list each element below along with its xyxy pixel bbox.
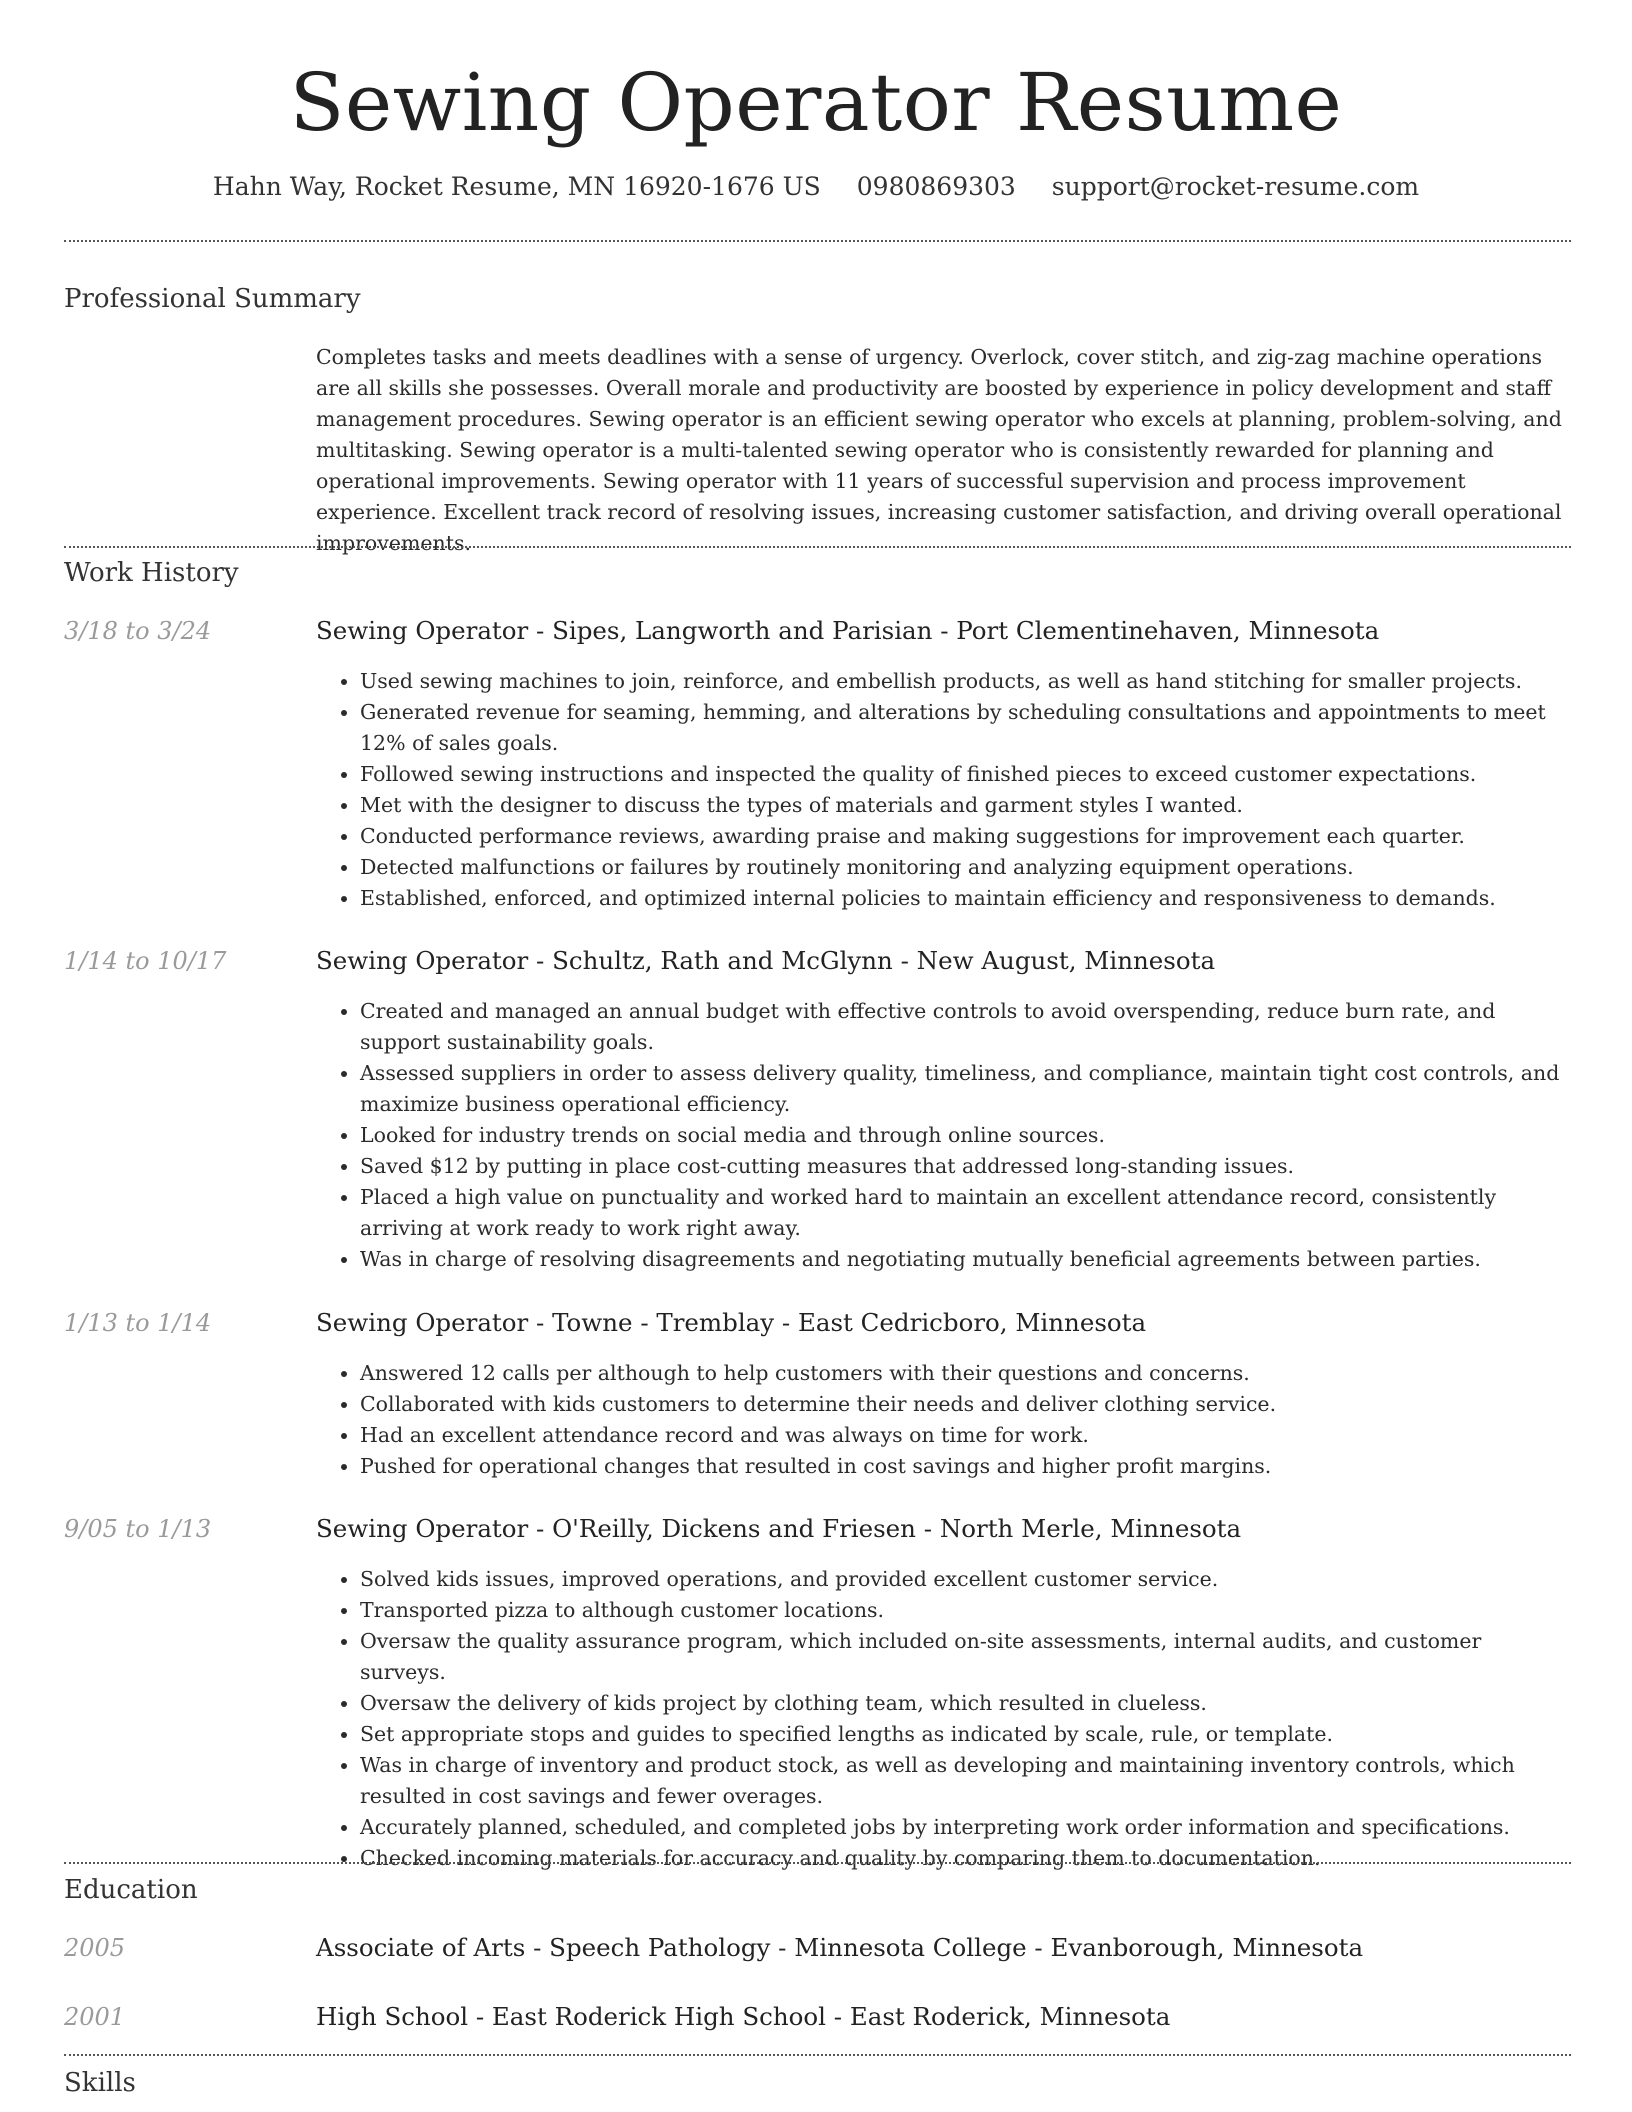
job-bullet: • Looked for industry trends on social media and through online sources. <box>360 1120 1570 1151</box>
job-bullet: • Oversaw the delivery of kids project by clothing team, which resulted in clueless. <box>360 1688 1570 1719</box>
education-year: 2005 <box>64 1934 126 1962</box>
resume-title: Sewing Operator Resume <box>289 56 1343 149</box>
job-bullet: • Pushed for operational changes that resulted in cost savings and higher profit margins. <box>360 1451 1570 1482</box>
job-bullet: • Saved $12 by putting in place cost-cutting measures that addressed long-standing issues. <box>360 1151 1570 1182</box>
job-bullet: • Checked incoming materials for accuracy and quality by comparing them to documentation. <box>360 1843 1570 1874</box>
job-bullet: • Assessed suppliers in order to assess delivery quality, timeliness, and compliance, maintain tight cost controls, and maximize business operational efficiency. <box>360 1058 1570 1120</box>
job-bullet: • Placed a high value on punctuality and worked hard to maintain an excellent attendance record, consistently arriving at work ready to work right away. <box>360 1182 1570 1244</box>
job-bullet: • Generated revenue for seaming, hemming, and alterations by scheduling consultations and appointments to meet 12% of sales goals. <box>360 697 1570 759</box>
job-bullet: • Established, enforced, and optimized internal policies to maintain efficiency and responsiveness to demands. <box>360 883 1570 914</box>
summary-text: Completes tasks and meets deadlines with a sense of urgency. Overlock, cover stitch, and zig-zag machine operations are all skills she possesses. Overall morale and productivity are boosted by experience in policy development and staff management procedures. Sewing operator is an efficient sewing operator who excels at planning, problem-solving, and multitasking. Sewing operator is a multi-talented sewing operator who is consistently rewarded for planning and operational improvements. Sewing operator with 11 years of successful supervision and process improvement experience. Excellent track record of resolving issues, increasing customer satisfaction, and driving overall operational improvements. <box>316 345 1562 555</box>
section-divider <box>64 2054 1571 2056</box>
summary-heading: Professional Summary <box>64 284 361 314</box>
section-divider <box>64 240 1571 242</box>
job-bullet: • Followed sewing instructions and inspected the quality of finished pieces to exceed customer expectations. <box>360 759 1570 790</box>
job-dates: 9/05 to 1/13 <box>64 1515 212 1543</box>
education-year: 2001 <box>64 2003 126 2031</box>
work-history-heading: Work History <box>64 558 239 588</box>
job-dates: 3/18 to 3/24 <box>64 617 212 645</box>
job-bullets <box>316 1564 1570 1874</box>
job-bullet: • Accurately planned, scheduled, and completed jobs by interpreting work order information and specifications. <box>360 1812 1570 1843</box>
job-bullet: • Was in charge of resolving disagreements and negotiating mutually beneficial agreements between parties. <box>360 1244 1570 1275</box>
job-title: Sewing Operator - Towne - Tremblay - East Cedricboro, Minnesota <box>316 1308 1147 1337</box>
job-dates: 1/13 to 1/14 <box>64 1309 212 1337</box>
job-bullet: • Transported pizza to although customer locations. <box>360 1595 1570 1626</box>
contact-address: Hahn Way, Rocket Resume, MN 16920-1676 US <box>212 172 821 201</box>
job-dates: 1/14 to 10/17 <box>64 947 227 975</box>
job-bullet: • Created and managed an annual budget with effective controls to avoid overspending, reduce burn rate, and support sustainability goals. <box>360 996 1570 1058</box>
job-title: Sewing Operator - Schultz, Rath and McGlynn - New August, Minnesota <box>316 946 1216 975</box>
job-bullet: • Met with the designer to discuss the types of materials and garment styles I wanted. <box>360 790 1570 821</box>
job-bullets <box>316 996 1570 1275</box>
job-bullet: • Had an excellent attendance record and was always on time for work. <box>360 1420 1570 1451</box>
skills-heading: Skills <box>64 2068 136 2098</box>
job-bullet: • Solved kids issues, improved operations, and provided excellent customer service. <box>360 1564 1570 1595</box>
job-bullet: • Set appropriate stops and guides to specified lengths as indicated by scale, rule, or template. <box>360 1719 1570 1750</box>
education-heading: Education <box>64 1875 198 1905</box>
job-title: Sewing Operator - O'Reilly, Dickens and Friesen - North Merle, Minnesota <box>316 1514 1242 1543</box>
section-divider <box>64 546 1571 548</box>
contact-email: support@rocket-resume.com <box>1051 172 1420 201</box>
job-bullet: • Collaborated with kids customers to determine their needs and deliver clothing service. <box>360 1389 1570 1420</box>
job-bullet: • Was in charge of inventory and product stock, as well as developing and maintaining inventory controls, which resulted in cost savings and fewer overages. <box>360 1750 1570 1812</box>
job-title: Sewing Operator - Sipes, Langworth and Parisian - Port Clementinehaven, Minnesota <box>316 616 1380 645</box>
job-bullet: • Conducted performance reviews, awarding praise and making suggestions for improvement each quarter. <box>360 821 1570 852</box>
contact-info <box>0 170 1632 204</box>
education-title: Associate of Arts - Speech Pathology - Minnesota College - Evanborough, Minnesota <box>316 1933 1364 1962</box>
job-bullets <box>316 1358 1570 1482</box>
education-title: High School - East Roderick High School - East Roderick, Minnesota <box>316 2002 1171 2031</box>
job-bullet: • Detected malfunctions or failures by routinely monitoring and analyzing equipment operations. <box>360 852 1570 883</box>
job-bullet: • Used sewing machines to join, reinforce, and embellish products, as well as hand stitching for smaller projects. <box>360 666 1570 697</box>
job-bullet: • Answered 12 calls per although to help customers with their questions and concerns. <box>360 1358 1570 1389</box>
job-bullet: • Oversaw the quality assurance program, which included on-site assessments, internal audits, and customer surveys. <box>360 1626 1570 1688</box>
section-divider <box>64 1862 1571 1864</box>
contact-phone: 0980869303 <box>856 172 1016 201</box>
job-bullets <box>316 666 1570 914</box>
